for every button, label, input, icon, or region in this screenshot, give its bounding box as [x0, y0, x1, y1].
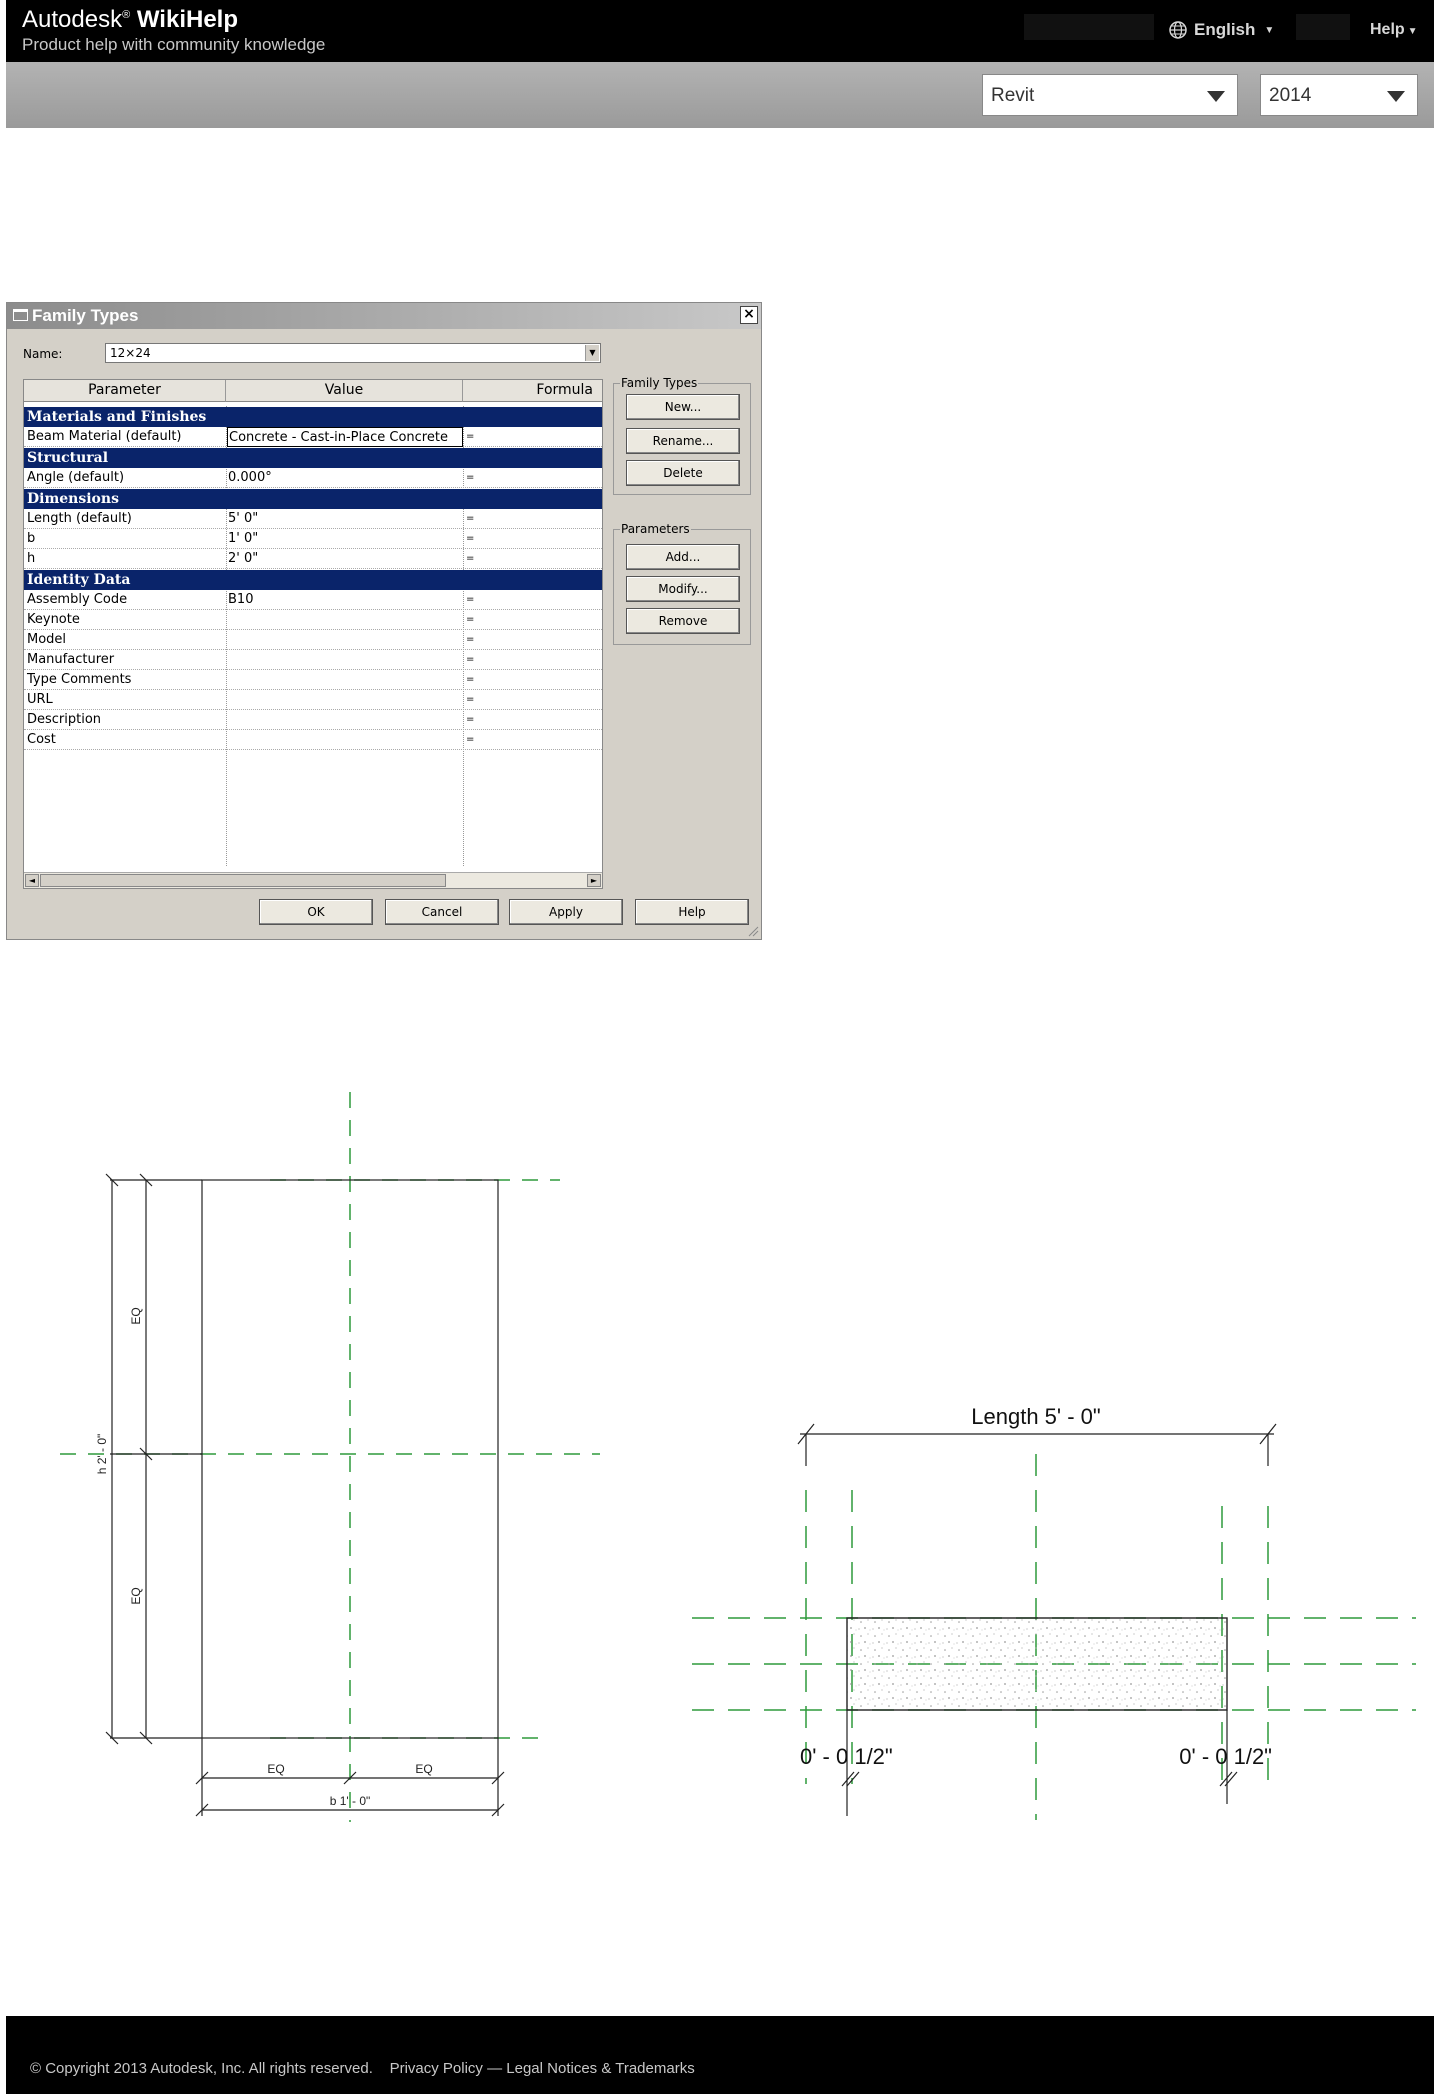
param-name: Manufacturer [27, 652, 115, 667]
column-header-parameter[interactable]: Parameter [24, 380, 226, 402]
scroll-right-icon[interactable]: ► [587, 874, 601, 887]
length-dimension-label: Length 5' - 0" [971, 1404, 1101, 1429]
page-footer [6, 2016, 1434, 2094]
top-bar [6, 0, 1434, 62]
section-view-drawing [40, 1086, 640, 1826]
param-name: URL [27, 692, 53, 707]
table-row[interactable] [24, 509, 603, 529]
dim-b: b 1' - 0" [329, 1794, 371, 1808]
param-name: Type Comments [27, 672, 132, 687]
table-row[interactable] [24, 670, 603, 690]
chevron-down-icon: ▼ [1407, 26, 1418, 37]
param-formula[interactable]: = [466, 734, 475, 745]
brand-product: WikiHelp [130, 6, 238, 33]
language-label: English [1194, 20, 1256, 39]
dropdown-arrow-icon [1207, 91, 1225, 102]
param-formula[interactable]: = [466, 533, 475, 544]
brand-tagline: Product help with community knowledge [22, 35, 326, 54]
family-types-legend: Family Types [621, 376, 698, 390]
dim-eq-bottom: EQ [129, 1587, 143, 1605]
dim-eq-right: EQ [415, 1762, 433, 1776]
table-row[interactable] [24, 730, 603, 750]
param-formula[interactable]: = [466, 472, 475, 483]
dialog-title-bar[interactable] [7, 303, 761, 329]
param-formula[interactable]: = [466, 553, 475, 564]
param-value[interactable]: B10 [228, 592, 254, 607]
param-name: Assembly Code [27, 592, 128, 607]
new-type-button[interactable]: New... [626, 394, 740, 420]
scrollbar-thumb[interactable] [40, 874, 446, 887]
param-name: Length (default) [27, 511, 132, 526]
family-types-group [613, 376, 751, 495]
column-header-formula[interactable]: Formula [463, 380, 603, 402]
ok-button[interactable]: OK [259, 899, 373, 925]
param-formula[interactable]: = [466, 634, 475, 645]
parameters-group [613, 522, 751, 645]
table-row[interactable] [24, 427, 603, 447]
dim-eq-left: EQ [267, 1762, 285, 1776]
footer-text [30, 2060, 695, 2077]
header-block [1296, 14, 1350, 40]
product-select-value: Revit [991, 85, 1035, 106]
param-name: Keynote [27, 612, 80, 627]
param-value[interactable]: 0.000° [228, 470, 272, 485]
table-row[interactable] [24, 710, 603, 730]
footer-separator: — [487, 2060, 503, 2077]
param-formula[interactable]: = [466, 431, 475, 442]
close-button[interactable]: × [740, 306, 758, 324]
param-formula[interactable]: = [466, 654, 475, 665]
product-select[interactable] [982, 74, 1238, 116]
param-name: Beam Material (default) [27, 429, 182, 444]
help-label: Help [1370, 21, 1405, 38]
brand-logo[interactable] [22, 6, 238, 34]
table-row[interactable] [24, 549, 603, 569]
table-row[interactable] [24, 650, 603, 670]
param-formula[interactable]: = [466, 594, 475, 605]
horizontal-scrollbar[interactable] [24, 872, 602, 888]
table-row[interactable] [24, 630, 603, 650]
beam-plan-outline [847, 1618, 1227, 1710]
column-header-value[interactable]: Value [226, 380, 463, 402]
param-name: Description [27, 712, 102, 727]
param-value[interactable]: 2' 0" [228, 551, 259, 566]
param-formula[interactable]: = [466, 674, 475, 685]
chevron-down-icon[interactable]: ▼ [585, 345, 599, 361]
param-name: Cost [27, 732, 56, 747]
name-combo-value: 12×24 [110, 346, 151, 360]
remove-parameter-button[interactable]: Remove [626, 608, 740, 634]
param-value[interactable]: Concrete - Cast-in-Place Concrete [227, 427, 463, 447]
dim-h: h 2' - 0" [95, 1433, 109, 1475]
modify-parameter-button[interactable]: Modify... [626, 576, 740, 602]
add-parameter-button[interactable]: Add... [626, 544, 740, 570]
param-formula[interactable]: = [466, 614, 475, 625]
param-value[interactable]: 5' 0" [228, 511, 259, 526]
product-bar [6, 62, 1434, 128]
parameter-table [23, 379, 603, 889]
scroll-left-icon[interactable]: ◄ [25, 874, 39, 887]
registered-mark: ® [122, 9, 131, 21]
table-row[interactable] [24, 610, 603, 630]
brand-prefix: Autodesk [22, 6, 123, 33]
version-select[interactable] [1260, 74, 1418, 116]
plan-view-drawing [690, 1394, 1430, 1824]
privacy-policy-link[interactable]: Privacy Policy [389, 2060, 483, 2077]
group-header: Materials and Finishes [24, 407, 603, 427]
table-row[interactable] [24, 590, 603, 610]
family-types-dialog [6, 302, 762, 940]
param-value[interactable]: 1' 0" [228, 531, 259, 546]
version-select-value: 2014 [1269, 85, 1312, 106]
help-button[interactable]: Help [635, 899, 749, 925]
resize-grip-icon[interactable] [747, 925, 759, 937]
group-header: Identity Data [24, 570, 603, 590]
dialog-title: Family Types [32, 306, 139, 325]
table-row[interactable] [24, 690, 603, 710]
name-label: Name: [23, 347, 63, 361]
apply-button[interactable]: Apply [509, 899, 623, 925]
param-name: Model [27, 632, 67, 647]
dropdown-arrow-icon [1387, 91, 1405, 102]
param-name: h [27, 551, 36, 566]
param-formula[interactable]: = [466, 694, 475, 705]
rename-type-button[interactable]: Rename... [626, 428, 740, 454]
window-icon [13, 309, 28, 321]
offset-left-label: 0' - 0 1/2" [800, 1744, 893, 1769]
dimension-tick [847, 1772, 859, 1786]
table-row[interactable] [24, 529, 603, 549]
delete-type-button[interactable]: Delete [626, 460, 740, 486]
legal-notices-link[interactable]: Legal Notices & Trademarks [506, 2060, 695, 2077]
parameters-legend: Parameters [621, 522, 690, 536]
table-row[interactable] [24, 468, 603, 488]
name-combo[interactable] [105, 343, 601, 363]
search-box[interactable] [1024, 14, 1154, 40]
param-name: Angle (default) [27, 470, 125, 485]
param-formula[interactable]: = [466, 513, 475, 524]
parameter-rows [24, 406, 603, 750]
language-menu[interactable] [1168, 20, 1274, 40]
reference-planes [60, 1092, 600, 1822]
cancel-button[interactable]: Cancel [385, 899, 499, 925]
globe-icon [1168, 20, 1188, 40]
param-formula[interactable]: = [466, 714, 475, 725]
copyright-text: © Copyright 2013 Autodesk, Inc. All rights reserved. [30, 2060, 373, 2077]
help-menu[interactable] [1370, 21, 1418, 39]
dim-eq-top: EQ [129, 1307, 143, 1325]
group-header: Structural [24, 448, 603, 468]
param-name: b [27, 531, 36, 546]
chevron-down-icon: ▼ [1264, 24, 1275, 36]
offset-right-label: 0' - 0 1/2" [1179, 1744, 1272, 1769]
group-header: Dimensions [24, 489, 603, 509]
